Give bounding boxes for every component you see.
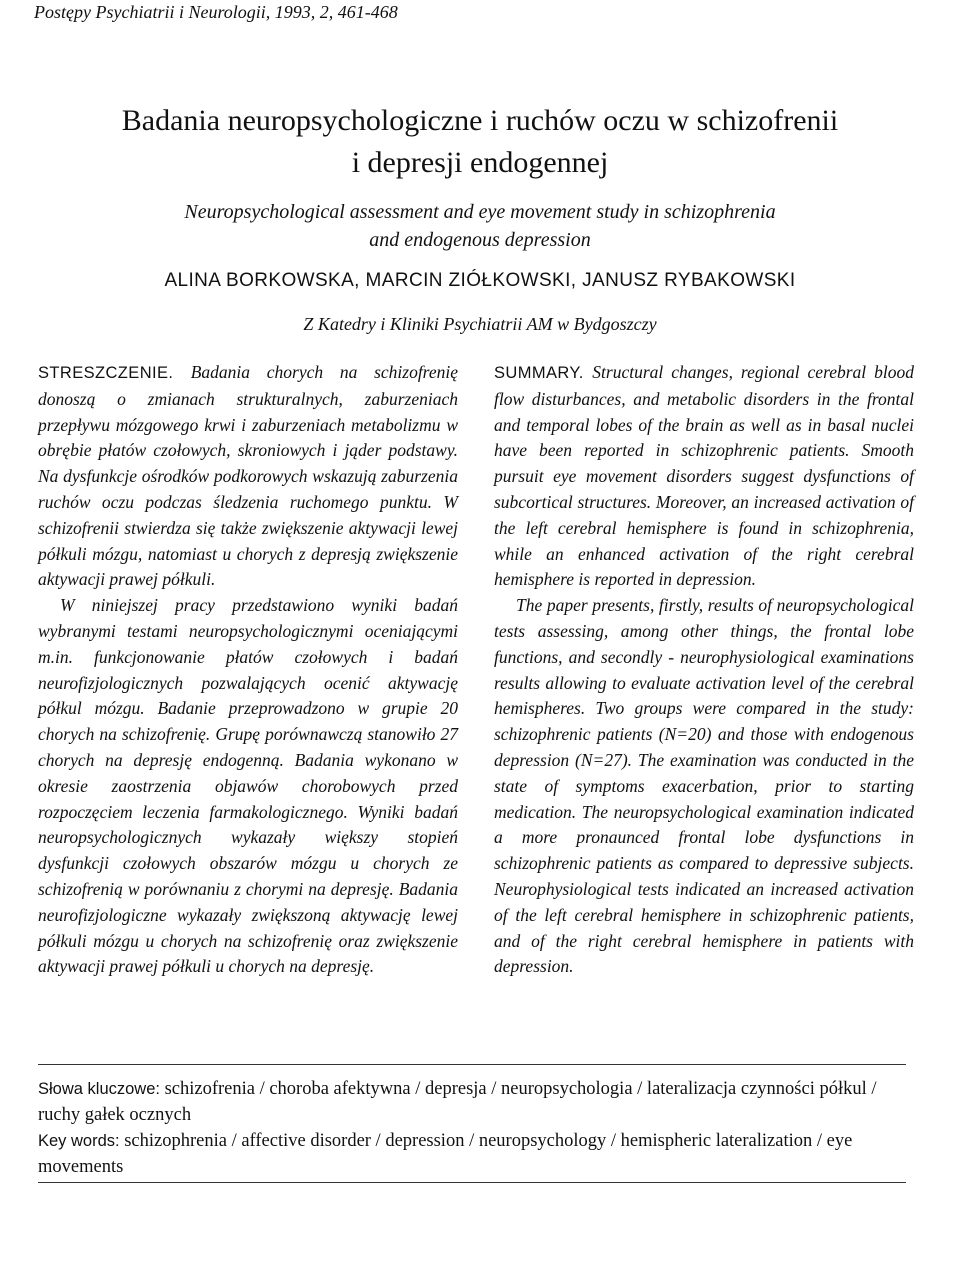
keywords-polish-label: Słowa kluczowe:	[38, 1080, 165, 1098]
summary-heading: SUMMARY.	[494, 364, 593, 382]
abstract-english	[494, 360, 914, 980]
abstract-english-text-1: Structural changes, regional cerebral blood flow disturbances, and metabolic disorders in the frontal and temporal lobes of the brain as well as in basal nuclei have been reported in schizophrenic patients. Smooth pursuit eye movement disorders suggest dysfunctions of subcortical structures. Moreover, an increased activation of the left cerebral hemisphere is found in schizophrenia, while an enhanced activation of the right cerebral hemisphere is reported in depression.	[494, 362, 914, 590]
abstract-polish-text-1: Badania chorych na schizofrenię donoszą o zmianach strukturalnych, zaburzeniach przepływu mózgowego krwi i zaburzeniach metabolizmu w obrębie płatów czołowych, skroniowych i jąder podstawy. Na dysfunkcje ośrodków podkorowych wskazują zaburzenia ruchów oczu podczas śledzenia ruchomego punktu. W schizofrenii stwierdza się także zwiększenie aktywacji lewej półkuli mózgu, natomiast u chorych z depresją zwiększenie aktywacji prawej półkuli.	[38, 362, 458, 590]
abstract-english-paragraph-1	[494, 360, 914, 593]
article-title-english	[0, 198, 960, 254]
authors: ALINA BORKOWSKA, MARCIN ZIÓŁKOWSKI, JANUSZ RYBAKOWSKI	[164, 270, 796, 291]
abstract-polish-paragraph-2: W niniejszej pracy przedstawiono wyniki badań wybranymi testami neuropsychologicznymi oceniającymi m.in. funkcjonowanie płatów czołowych i badań neurofizjologicznych pozwalających ocenić aktywację półkul mózgu. Badanie przeprowadzono w grupie 20 chorych na schizofrenię. Grupę porównawczą stanowiło 27 chorych na depresję endogenną. Badania wykonano w okresie zaostrzenia objawów chorobowych przed rozpoczęciem leczenia farmakologicznego. Wyniki badań neuropsychologicznych wykazały większy stopień dysfunkcji czołowych obszarów mózgu u chorych ze schizofrenią w porównaniu z chorymi na depresję. Badania neurofizjologiczne wykazały zwiększoną aktywację lewej półkuli mózgu u chorych na schizofrenię oraz zwiększenie aktywacji prawej półkuli u chorych na depresję.	[38, 595, 458, 977]
title-line-2: i depresji endogennej	[351, 146, 609, 179]
abstract-english-paragraph-2: The paper presents, firstly, results of neuropsychological tests assessing, among other things, the frontal lobe functions, and secondly - neurophysiological examinations results allowing to evaluate activation level of the cerebral hemispheres. Two groups were compared in the study: schizophrenic patients (N=20) and those with endogenous depression (N=27). The examination was conducted in the state of symptoms exacerbation, prior to starting medication. The neuropsychological examination indicated a more pronaunced frontal lobe dysfunctions in schizophrenic patients as compared to depressive subjects. Neurophysiological tests indicated an increased activation of the left cerebral hemisphere in schizophrenic patients, and of the right cerebral hemisphere in patients with depression.	[494, 595, 914, 977]
affiliation: Z Katedry i Kliniki Psychiatrii AM w Bydgoszczy	[303, 314, 657, 334]
title-line-1: Badania neuropsychologiczne i ruchów oczu w schizofrenii	[121, 104, 839, 137]
english-title-line-1: Neuropsychological assessment and eye movement study in schizophrenia	[184, 201, 776, 223]
keywords-english-label: Key words:	[38, 1132, 125, 1150]
article-title	[0, 100, 960, 184]
keywords-section	[38, 1076, 908, 1180]
keywords-bottom-rule	[38, 1182, 906, 1183]
streszczenie-heading: STRESZCZENIE.	[38, 364, 191, 382]
keywords-top-rule	[38, 1064, 906, 1065]
journal-citation: Postępy Psychiatrii i Neurologii, 1993, 2, 461-468	[34, 2, 398, 22]
keywords-english-text: schizophrenia / affective disorder / depression / neuropsychology / hemispheric lateralization / eye movements	[38, 1131, 853, 1177]
keywords-polish-text: schizofrenia / choroba afektywna / depresja / neuropsychologia / lateralizacja czynności półkul / ruchy gałek ocznych	[38, 1079, 877, 1125]
keywords-polish	[38, 1076, 908, 1128]
keywords-english	[38, 1128, 908, 1180]
english-title-line-2: and endogenous depression	[369, 229, 591, 251]
abstract-polish	[38, 360, 458, 980]
abstract-polish-paragraph-1	[38, 360, 458, 593]
